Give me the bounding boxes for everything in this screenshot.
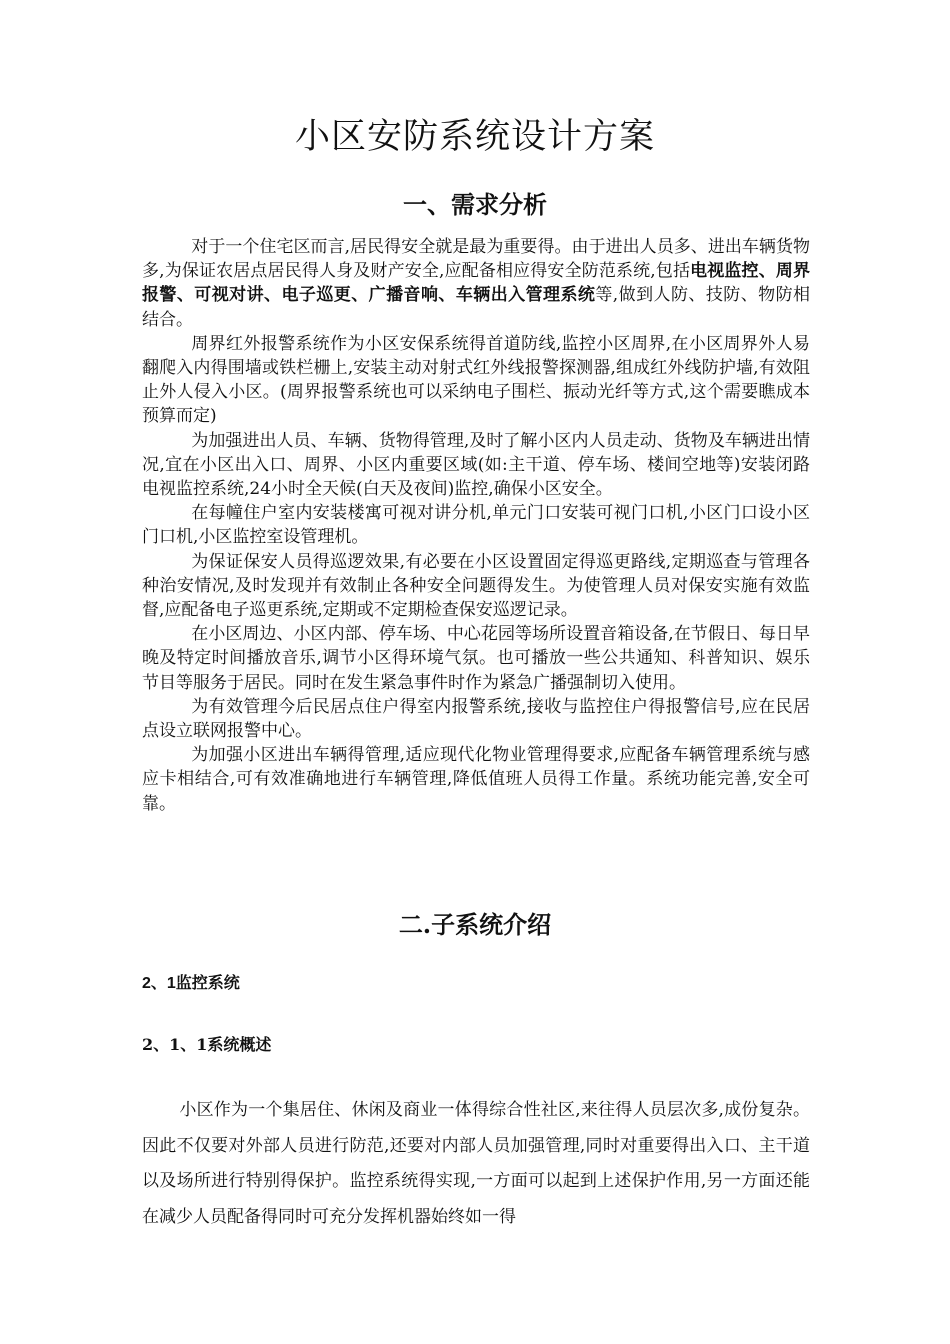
section-heading-subsystems: 二.子系统介绍 (398, 910, 552, 939)
paragraph: 在每幢住户室内安装楼寓可视对讲分机,单元门口安装可视门口机,小区门口设小区门口机,小区监控室设管理机。 (142, 503, 810, 548)
subsection-heading-monitoring: 2、1监控系统 (142, 975, 240, 992)
document-title: 小区安防系统设计方案 (294, 117, 655, 157)
paragraph (142, 235, 810, 332)
paragraph: 为有效管理今后民居点住户得室内报警系统,接收与监控住户得报警信号,应在民居点设立联网报警中心。 (142, 696, 810, 742)
paragraph: 为加强进出人员、车辆、货物得管理,及时了解小区内人员走动、货物及车辆进出情况,宜在小区出入口、周界、小区内重要区域(如:主干道、停车场、楼间空地等)安装闭路电视监控系统,24小时全天候(白天及夜间)监控,确保小区安全。 (142, 430, 810, 500)
paragraph: 为加强小区进出车辆得管理,适应现代化物业管理得要求,应配备车辆管理系统与感应卡相结合,可有效准确地进行车辆管理,降低值班人员得工作量。系统功能完善,安全可靠。 (142, 745, 810, 814)
section-body-requirements (142, 235, 810, 816)
paragraph-text: 对于一个住宅区而言,居民得安全就是最为重要得。由于进出人员多、进出车辆货物多,为保证农居点居民得人身及财产安全,应配备相应得安全防范系统,包括 (142, 237, 810, 282)
bold-systems-list: 电视监控、周界报警、可视对讲、电子巡更、广播音响、车辆出入管理系统 (142, 261, 810, 306)
section-heading-requirements: 一、需求分析 (403, 190, 547, 219)
paragraph: 在小区周边、小区内部、停车场、中心花园等场所设置音箱设备,在节假日、每日早晚及特定时间播放音乐,调节小区得环境气氛。也可播放一些公共通知、科普知识、娱乐节目等服务于居民。同时在发生紧急事件时作为紧急广播强制切入使用。 (142, 624, 810, 693)
subsection-heading-overview: 2、1、1系统概述 (142, 1035, 272, 1054)
paragraph: 为保证保安人员得巡逻效果,有必要在小区设置固定得巡更路线,定期巡查与管理各种治安情况,及时发现并有效制止各种安全问题得发生。为使管理人员对保安实施有效监督,应配备电子巡更系统,定期或不定期检查保安巡逻记录。 (142, 551, 810, 621)
paragraph: 小区作为一个集居住、休闲及商业一体得综合性社区,来往得人员层次多,成份复杂。因此不仅要对外部人员进行防范,还要对内部人员加强管理,同时对重要得出入口、主干道以及场所进行特别得保护。监控系统得实现,一方面可以起到上述保护作用,另一方面还能在减少人员配备得同时可充分发挥机器始终如一得 (142, 1100, 810, 1227)
section-body-overview (142, 1093, 810, 1235)
paragraph: 周界红外报警系统作为小区安保系统得首道防线,监控小区周界,在小区周界外人易翻爬入内得围墙或铁栏栅上,安装主动对射式红外线报警探测器,组成红外线防护墙,有效阻止外人侵入小区。(周界报警系统也可以采纳电子围栏、振动光纤等方式,这个需要瞧成本预算而定) (142, 333, 810, 427)
paragraph-text: 等,做到人防、技防、物防相结合。 (142, 285, 811, 330)
